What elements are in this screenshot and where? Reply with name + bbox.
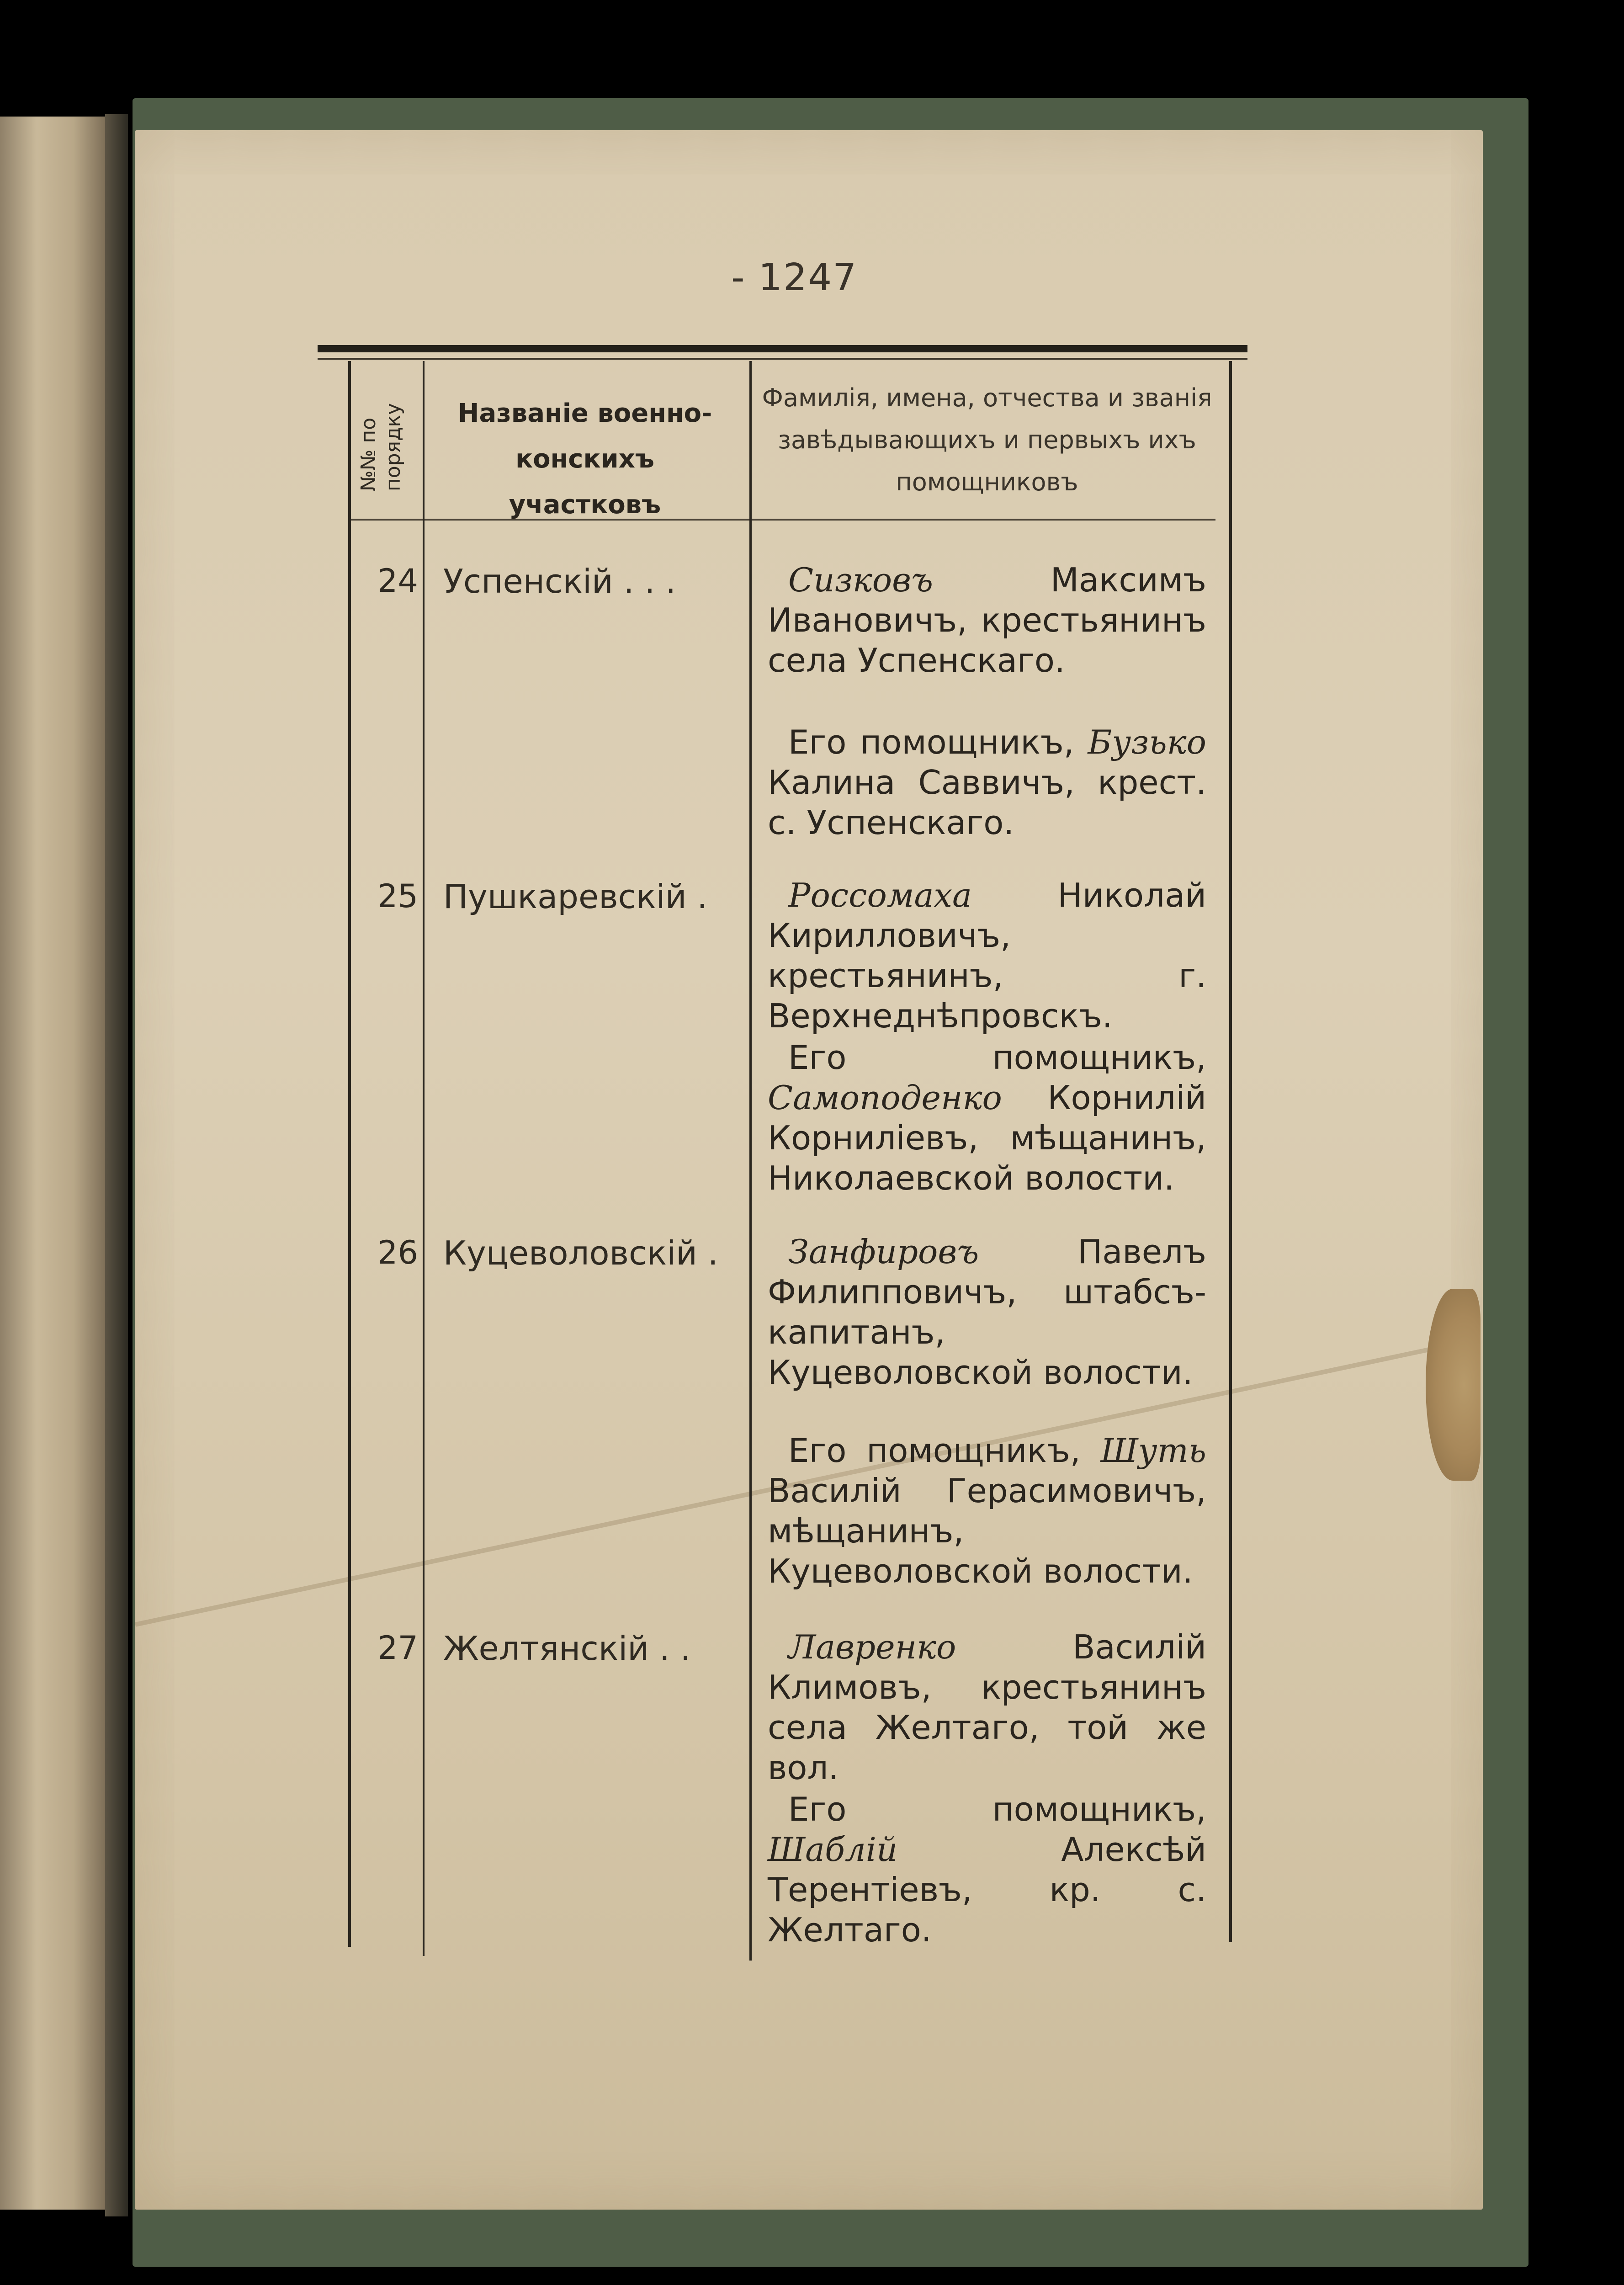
head-entry	[768, 875, 1206, 1036]
row-number: 27	[377, 1629, 418, 1667]
table-right-border	[1229, 361, 1232, 1942]
district-name: Пушкаревскій .	[443, 877, 708, 916]
assistant-entry	[768, 722, 1206, 843]
assistant-details: Василій Герасимовичъ, мѣщанинъ, Куцеволовской волости.	[768, 1472, 1206, 1590]
district-name: Желтянскій . .	[443, 1629, 691, 1668]
assistant-details: Алексѣй Терентіевъ, кр. с. Желтаго.	[768, 1830, 1206, 1949]
page-tear	[1426, 1289, 1481, 1481]
left-cover-edge	[105, 114, 128, 2216]
district-name: Куцеволовскій .	[443, 1234, 718, 1272]
row-number: 26	[377, 1234, 418, 1271]
district-name: Успенскій . . .	[443, 562, 676, 600]
head-surname: Лавренко	[788, 1628, 956, 1666]
column-divider-2	[749, 361, 752, 1961]
assistant-surname: Шуть	[1100, 1431, 1206, 1470]
table-left-border	[348, 361, 351, 1947]
assistant-entry	[768, 1037, 1206, 1198]
assistant-prefix: Его помощникъ,	[788, 1790, 1206, 1828]
header-number-label: №№ по порядку	[357, 403, 405, 491]
page-number: - 1247	[731, 256, 858, 299]
left-page-edge	[0, 117, 105, 2210]
header-number-column	[352, 400, 425, 510]
head-details: Василій Климовъ, крестьянинъ села Желтаго, той же вол.	[768, 1628, 1206, 1787]
head-entry	[768, 1232, 1206, 1392]
assistant-details: Корнилій Корниліевъ, мѣщанинъ, Николаевской волости.	[768, 1079, 1206, 1197]
header-persons-column: Фамилія, имена, отчества и званія завѣдывающихъ и первыхъ ихъ помощниковъ	[762, 383, 1212, 496]
head-details: Николай Кирилловичъ, крестьянинъ, г. Верхнеднѣпровскъ.	[768, 876, 1206, 1035]
table-top-rule	[318, 345, 1247, 352]
assistant-surname: Бузько	[1088, 723, 1206, 761]
head-details: Павелъ Филипповичъ, штабсъ-капитанъ, Куцеволовской волости.	[768, 1233, 1206, 1392]
head-surname: Занфировъ	[788, 1233, 979, 1271]
head-entry	[768, 1627, 1206, 1788]
table-top-thin-rule	[318, 358, 1247, 360]
header-district-column: Названіе военно-конскихъ участковъ	[457, 399, 712, 520]
head-surname: Сизковъ	[788, 561, 933, 599]
assistant-details: Калина Саввичъ, крест. с. Успенскаго.	[768, 763, 1206, 842]
head-details: Максимъ Ивановичъ, крестьянинъ села Успенскаго.	[768, 561, 1206, 680]
assistant-entry	[768, 1430, 1206, 1591]
head-entry	[768, 560, 1206, 680]
row-number: 25	[377, 877, 418, 915]
assistant-prefix: Его помощникъ,	[788, 1431, 1081, 1470]
head-surname: Россомаха	[788, 876, 972, 914]
row-number: 24	[377, 562, 418, 600]
assistant-prefix: Его помощникъ,	[788, 1038, 1206, 1077]
assistant-surname: Шаблій	[768, 1830, 898, 1869]
assistant-prefix: Его помощникъ,	[788, 723, 1074, 761]
assistant-entry	[768, 1789, 1206, 1950]
column-divider-1	[423, 361, 425, 1956]
assistant-surname: Самоподенко	[768, 1079, 1002, 1117]
